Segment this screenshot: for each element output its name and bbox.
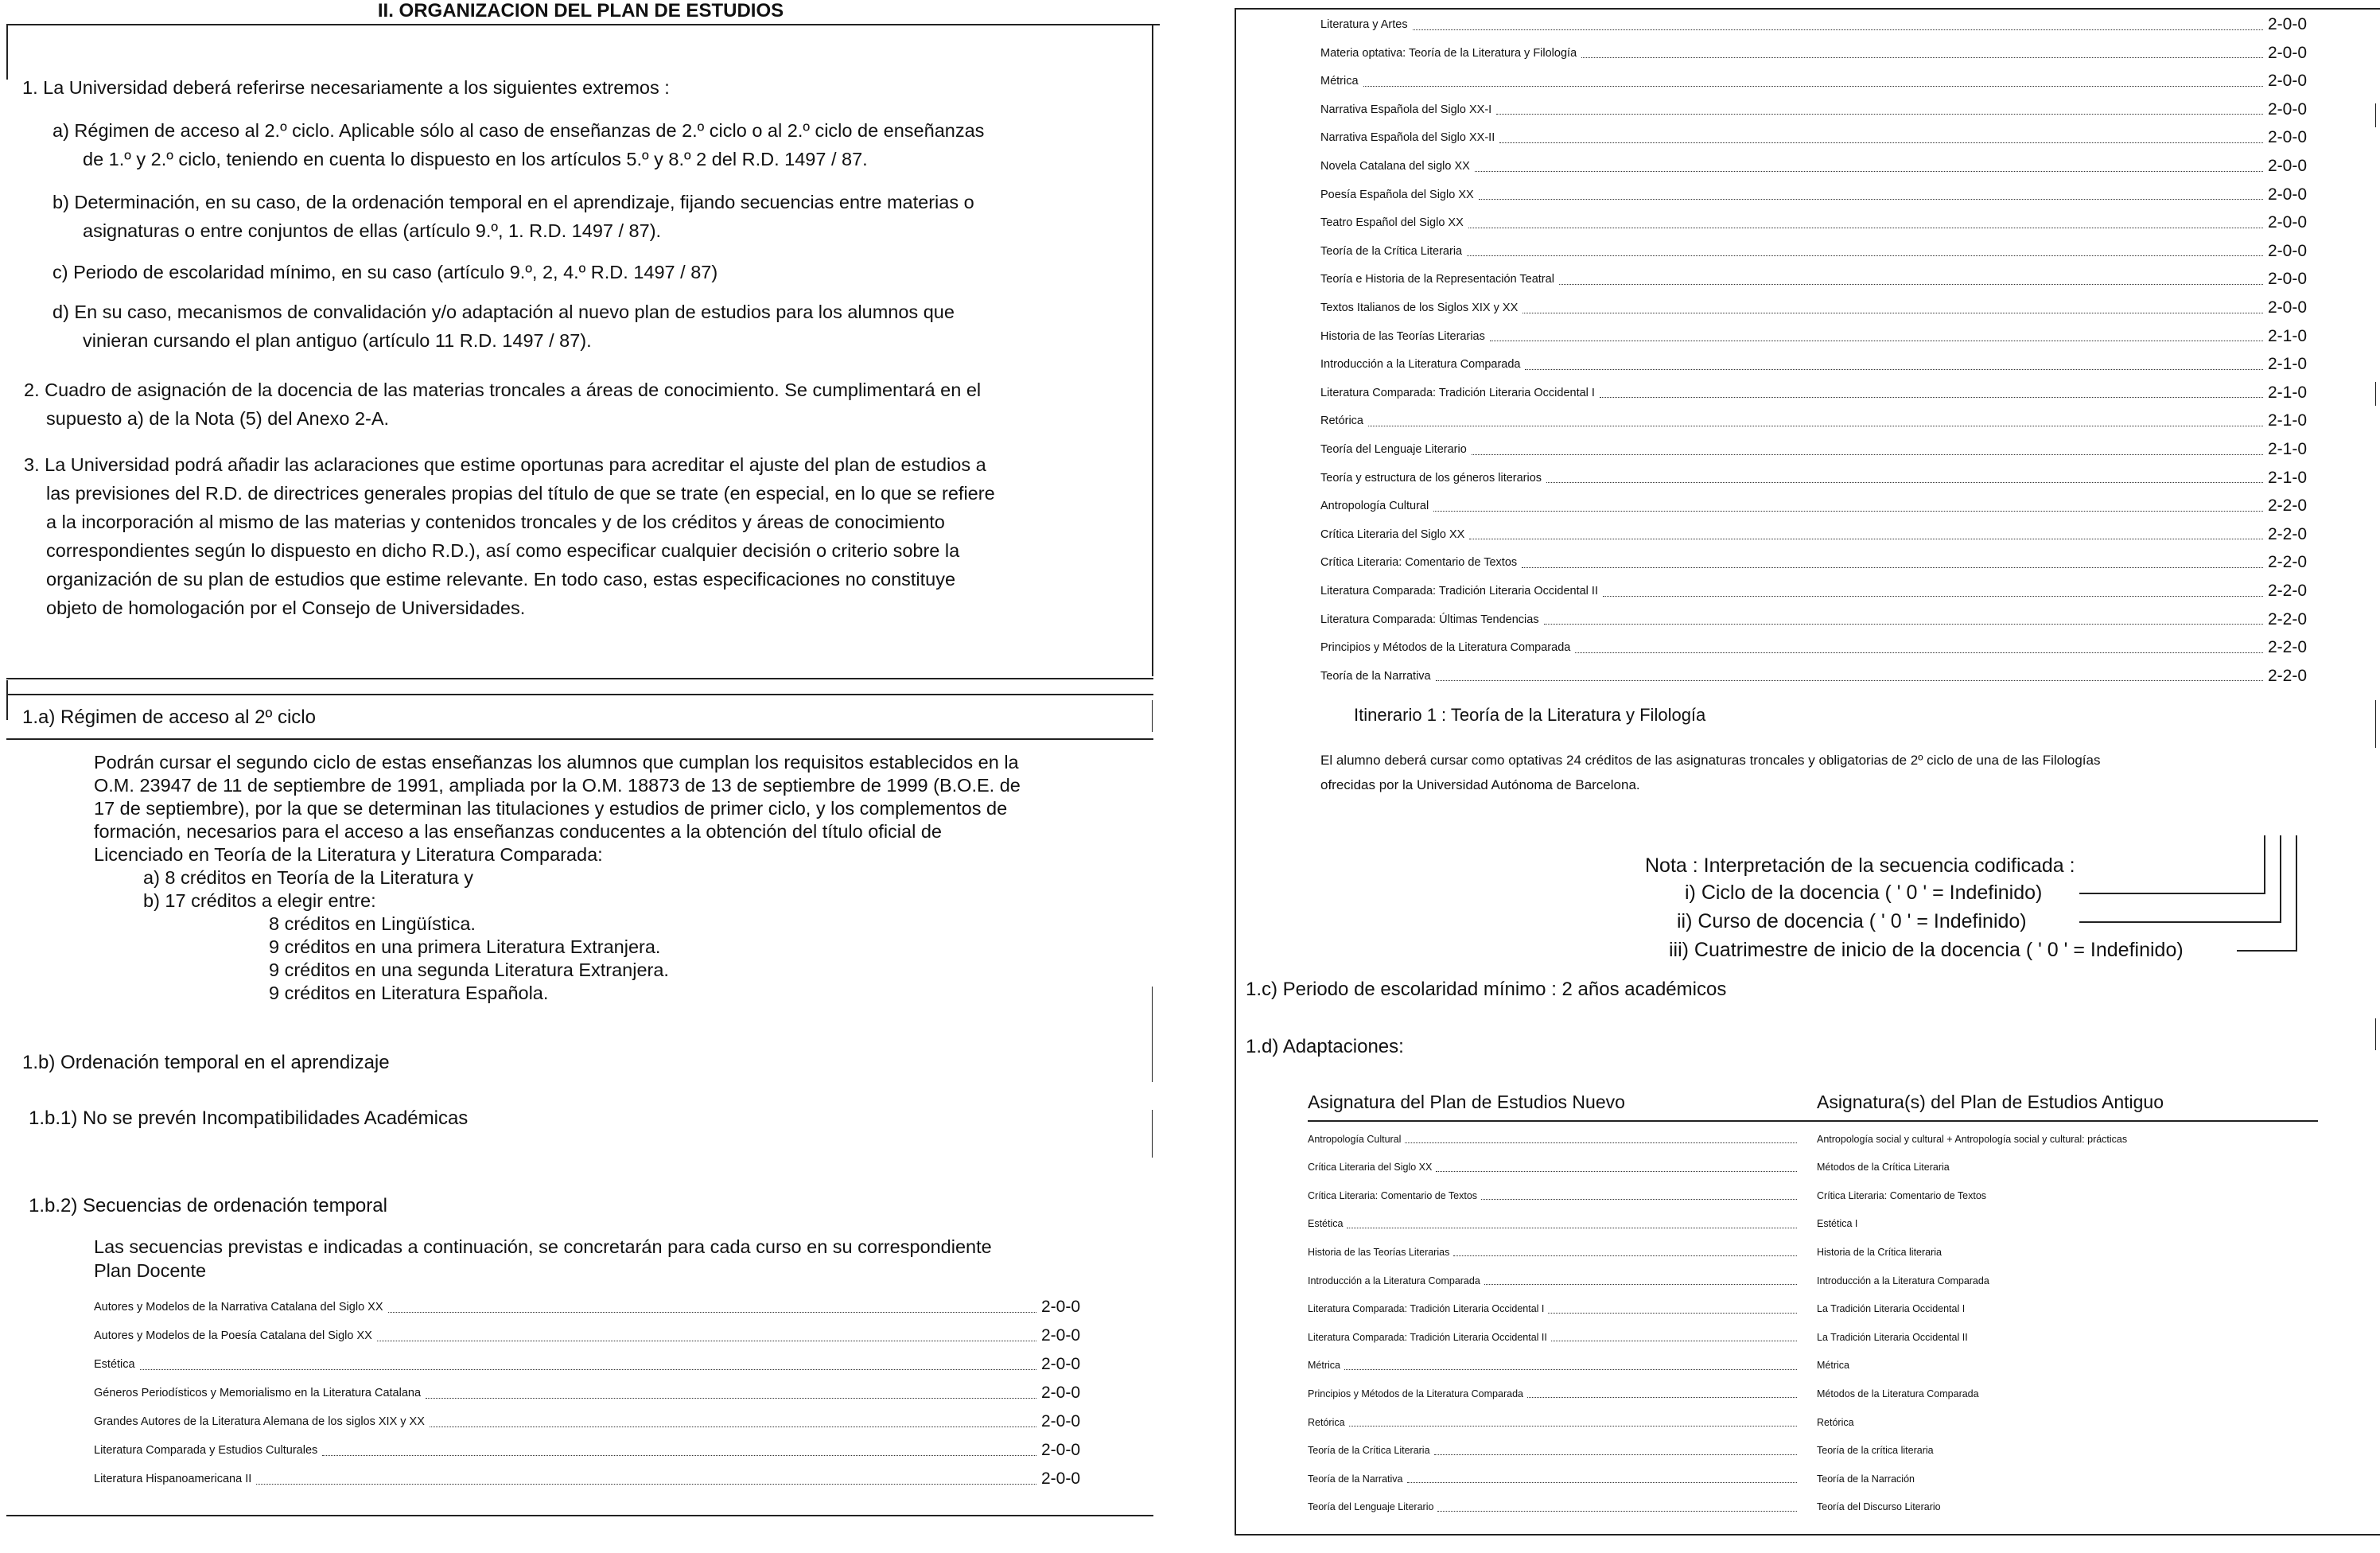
section-1b-heading: 1.b) Ordenación temporal en el aprendizaje [22,1052,390,1073]
sequence-row: Textos Italianos de los Siglos XIX y XX 2-0-0 [1320,298,2307,317]
section-1b2-heading: 1.b.2) Secuencias de ordenación temporal [29,1195,387,1216]
section-1a-heading-rule [6,738,1153,740]
sequence-row: Historia de las Teorías Literarias 2-1-0 [1320,326,2307,345]
nota-item-iii: iii) Cuatrimestre de inicio de la docencia ( ' 0 ' = Indefinido) [1669,939,2184,961]
adaptation-row: Principios y Métodos de la Literatura Comparada Métodos de la Literatura Comparada [1308,1388,1979,1399]
intro-point-3: 3. La Universidad podrá añadir las aclaraciones que estime oportunas para acreditar el ajuste del plan de estudios a las previsiones del R.D. de directrices generales propias del título de que se trate (en especial, en lo que se refiere a la incorporación al mismo de las materias y contenidos troncales y de los créditos y áreas de conocimiento correspondientes según lo dispuesto en dicho R.D.), así como especificar cualquier decisión o criterio sobre la organización de su plan de estudios que estime relevante. En todo caso, estas especificaciones no constituye objeto de homologación por el Consejo de Universidades. [24,454,995,618]
nota-bracket-line [2264,835,2265,894]
box-top-border [6,24,1160,25]
nota-title: Nota : Interpretación de la secuencia codificada : [1645,854,2075,877]
right-page-top-rule [1235,8,2380,10]
adaptation-row: Introducción a la Literatura Comparada Introducción a la Literatura Comparada [1308,1275,1989,1286]
nota-bracket-line [2237,950,2297,952]
adaptation-row: Literatura Comparada: Tradición Literaria Occidental I La Tradición Literaria Occidental I [1308,1303,1966,1315]
intro-item-b: b) Determinación, en su caso, de la ordenación temporal en el aprendizaje, fijando secuencias entre materias o asignaturas o entre conjuntos de ellas (artículo 9.º, 1. R.D. 1497 / 87). [52,192,974,241]
margin-mark [2375,1018,2376,1050]
section-1a-heading: 1.a) Régimen de acceso al 2º ciclo [22,706,316,728]
adaptation-row: Retórica Retórica [1308,1416,1854,1428]
adaptation-col-old: Asignatura(s) del Plan de Estudios Antiguo [1817,1092,2164,1112]
box-right-border [1152,24,1153,676]
sequence-row: Teoría e Historia de la Representación Teatral 2-0-0 [1320,270,2307,289]
intro-item-c: c) Periodo de escolaridad mínimo, en su caso (artículo 9.º, 2, 4.º R.D. 1497 / 87) [52,262,718,282]
nota-item-i: i) Ciclo de la docencia ( ' 0 ' = Indefinido) [1685,882,2043,904]
sequence-row: Materia optativa: Teoría de la Literatura y Filología 2-0-0 [1320,43,2307,62]
sequence-row: Grandes Autores de la Literatura Alemana de los siglos XIX y XX 2-0-0 [94,1412,1080,1430]
sequence-row: Teatro Español del Siglo XX 2-0-0 [1320,213,2307,232]
nota-item-ii: ii) Curso de docencia ( ' 0 ' = Indefinido) [1677,910,2027,932]
sequence-row: Estética 2-0-0 [94,1355,1080,1373]
intro-lead: 1. La Universidad deberá referirse necesariamente a los siguientes extremos : [22,77,670,98]
adaptation-row: Literatura Comparada: Tradición Literaria Occidental II La Tradición Literaria Occidental II [1308,1331,1968,1343]
frame-left-fragment [6,680,8,720]
right-page-left-border [1235,8,1236,1535]
adaptation-row: Crítica Literaria: Comentario de Textos Crítica Literaria: Comentario de Textos [1308,1189,1987,1201]
section-1c: 1.c) Periodo de escolaridad mínimo : 2 años académicos [1246,979,1727,1000]
intro-point-2: 2. Cuadro de asignación de la docencia de las materias troncales a áreas de conocimiento. Se cumplimentará en el supuesto a) de la Nota (5) del Anexo 2-A. [24,379,982,429]
frame-right-fragment [1152,987,1153,1082]
sequence-row: Literatura Comparada: Tradición Literaria Occidental II 2-2-0 [1320,582,2307,600]
section-1d-heading: 1.d) Adaptaciones: [1246,1036,1404,1057]
sequence-row: Narrativa Española del Siglo XX-I 2-0-0 [1320,99,2307,119]
sequence-row: Crítica Literaria: Comentario de Textos 2-2-0 [1320,553,2307,572]
sequence-row: Autores y Modelos de la Poesía Catalana del Siglo XX 2-0-0 [94,1326,1080,1345]
sequence-row: Teoría del Lenguaje Literario 2-1-0 [1320,440,2307,458]
sequence-row: Autores y Modelos de la Narrativa Catalana del Siglo XX 2-0-0 [94,1298,1080,1316]
nota-bracket-line [2280,835,2281,923]
itinerario-text: El alumno deberá cursar como optativas 24 créditos de las asignaturas troncales y obligatorias de 2º ciclo de una de las Filologías ofrecidas por la Universidad Autónoma de Barcelona. [1320,753,2101,792]
right-page-bottom-rule [1235,1534,2380,1535]
adaptation-row: Antropología Cultural Antropología social y cultural + Antropología social y cultural: prácticas [1308,1133,2128,1145]
adaptation-row: Historia de las Teorías Literarias Historia de la Crítica literaria [1308,1246,1942,1258]
box-bottom-border [6,678,1153,679]
adaptation-row: Teoría de la Narrativa Teoría de la Narración [1308,1473,1915,1485]
adaptation-row: Estética Estética I [1308,1218,1858,1230]
adaptation-col-new: Asignatura del Plan de Estudios Nuevo [1308,1092,1625,1112]
margin-mark [2375,700,2376,748]
adaptation-row: Crítica Literaria del Siglo XX Métodos de la Crítica Literaria [1308,1162,1950,1174]
sequence-row: Literatura y Artes 2-0-0 [1320,15,2307,33]
intro-item-d: d) En su caso, mecanismos de convalidación y/o adaptación al nuevo plan de estudios para los alumnos que vinieran cursando el plan antiguo (artículo 11 R.D. 1497 / 87). [52,302,955,351]
sequence-row: Literatura Comparada: Tradición Literaria Occidental I 2-1-0 [1320,383,2307,402]
sequence-row: Literatura Comparada y Estudios Culturales 2-0-0 [94,1441,1080,1459]
adaptation-row: Métrica Métrica [1308,1360,1849,1372]
nota-bracket-line [2079,921,2281,923]
sequence-row: Introducción a la Literatura Comparada 2-1-0 [1320,355,2307,374]
section-1a-top-rule [6,694,1153,695]
sequence-row: Literatura Comparada: Últimas Tendencias 2-2-0 [1320,609,2307,629]
sequence-row: Retórica 2-1-0 [1320,411,2307,430]
itinerario-title: Itinerario 1 : Teoría de la Literatura y Filología [1354,705,1706,725]
adaptation-row: Teoría de la Crítica Literaria Teoría de la crítica literaria [1308,1445,1934,1457]
sequence-row: Teoría de la Narrativa 2-2-0 [1320,666,2307,685]
margin-mark [2375,382,2376,406]
frame-right-fragment [1152,700,1153,732]
sequence-row: Novela Catalana del siglo XX 2-0-0 [1320,157,2307,175]
margin-mark [2375,103,2376,127]
section-1b2-text: Las secuencias previstas e indicadas a continuación, se concretarán para cada curso en su correspondiente Plan Docente [94,1236,992,1281]
nota-bracket-line [2079,893,2265,894]
box-left-border [6,24,8,80]
nota-bracket-line [2296,835,2297,952]
frame-right-fragment [1152,1110,1153,1158]
intro-item-a: a) Régimen de acceso al 2.º ciclo. Aplicable sólo al caso de enseñanzas de 2.º ciclo o al 2.º ciclo de enseñanzas de 1.º y 2.º ciclo, teniendo en cuenta lo dispuesto en los artículos 5.º y 8.º 2 del R.D. 1497 / 87. [52,120,985,169]
section-1b1-heading: 1.b.1) No se prevén Incompatibilidades Académicas [29,1107,469,1129]
adaptation-row: Teoría del Lenguaje Literario Teoría del Discurso Literario [1308,1501,1941,1513]
sequence-row: Crítica Literaria del Siglo XX 2-2-0 [1320,524,2307,543]
sequence-row: Antropología Cultural 2-2-0 [1320,496,2307,516]
sequence-row: Teoría de la Crítica Literaria 2-0-0 [1320,241,2307,260]
sequence-row: Literatura Hispanoamericana II 2-0-0 [94,1469,1080,1488]
sequence-row: Poesía Española del Siglo XX 2-0-0 [1320,185,2307,204]
sequence-row: Géneros Periodísticos y Memorialismo en la Literatura Catalana 2-0-0 [94,1384,1080,1402]
sequence-row: Métrica 2-0-0 [1320,72,2307,91]
sequence-row: Narrativa Española del Siglo XX-II 2-0-0 [1320,128,2307,147]
left-page-bottom-rule [6,1515,1153,1516]
sequence-row: Teoría y estructura de los géneros literarios 2-1-0 [1320,468,2307,487]
sequence-row: Principios y Métodos de la Literatura Comparada 2-2-0 [1320,638,2307,657]
adaptation-header-rule [1308,1120,2318,1122]
page-title: II. ORGANIZACION DEL PLAN DE ESTUDIOS [377,0,784,21]
